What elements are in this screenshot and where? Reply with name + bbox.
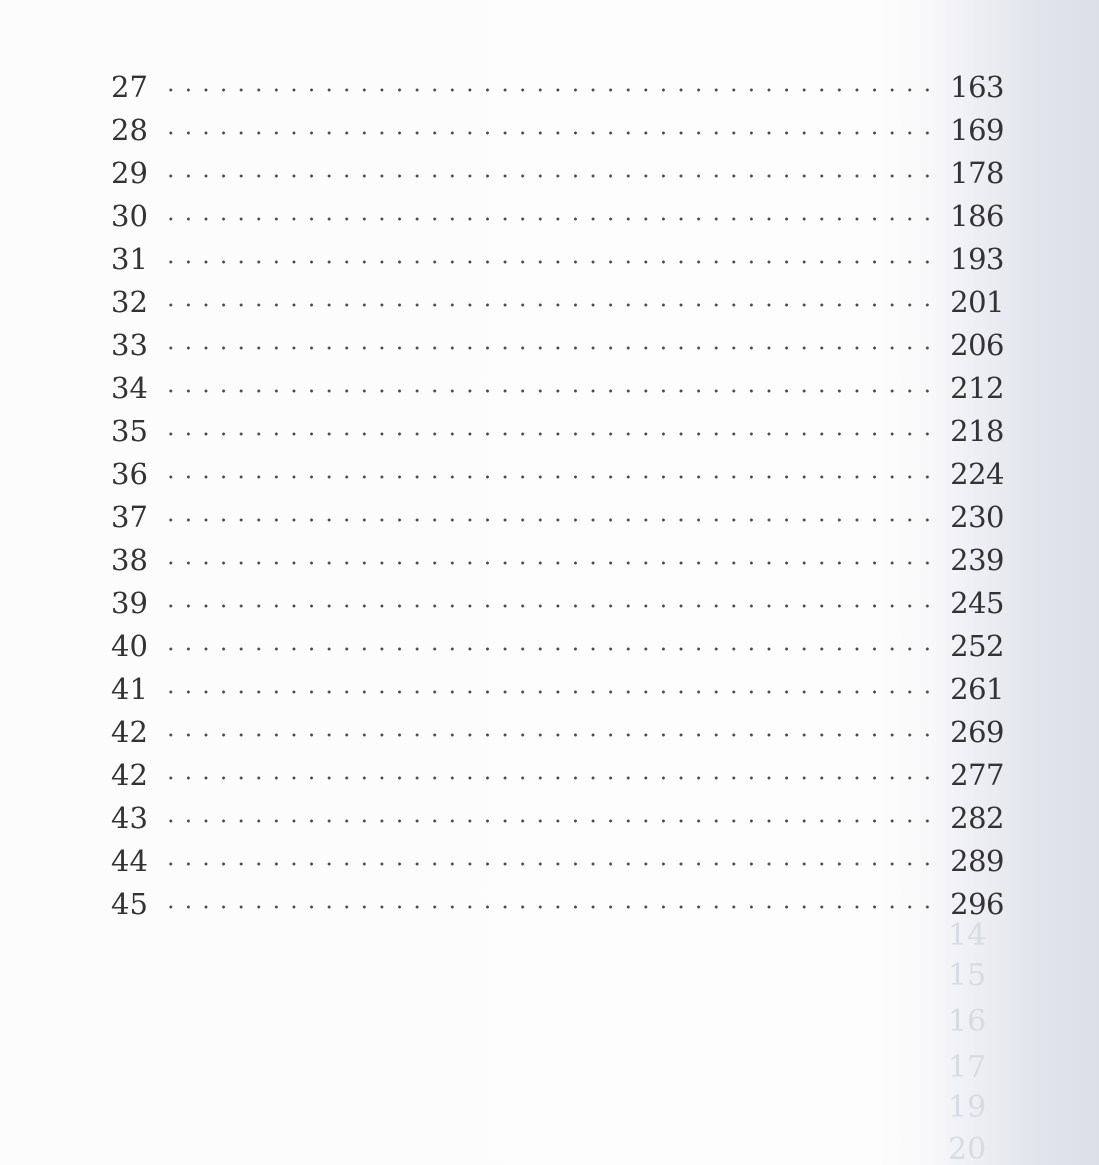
toc-entry [111, 398, 1004, 448]
dot-leader [159, 871, 942, 914]
toc-entry [111, 570, 1004, 620]
dot-leader [159, 140, 942, 183]
dot-leader [159, 312, 942, 355]
chapter-number: 27 [111, 70, 148, 104]
page-number: 277 [950, 758, 1004, 792]
chapter-number: 42 [111, 758, 148, 792]
page-number: 239 [950, 543, 1004, 577]
toc-entry [111, 312, 1004, 362]
chapter-number: 35 [111, 414, 148, 448]
toc-entry [111, 269, 1004, 319]
dot-leader [159, 699, 942, 742]
dot-leader [159, 742, 942, 785]
dot-leader [159, 570, 942, 613]
toc-entry [111, 871, 1004, 921]
chapter-number: 29 [111, 156, 148, 190]
dot-leader [159, 484, 942, 527]
chapter-number: 43 [111, 801, 148, 835]
page-number: 212 [950, 371, 1004, 405]
dot-leader [159, 613, 942, 656]
toc-entry [111, 613, 1004, 663]
page-number: 230 [950, 500, 1004, 534]
chapter-number: 33 [111, 328, 148, 362]
bleed-through-number: 19 [948, 1090, 987, 1125]
dot-leader [159, 97, 942, 140]
dot-leader [159, 355, 942, 398]
toc-entry [111, 699, 1004, 749]
chapter-number: 39 [111, 586, 148, 620]
dot-leader [159, 441, 942, 484]
toc-entry [111, 183, 1004, 233]
page-number: 186 [950, 199, 1004, 233]
chapter-number: 32 [111, 285, 148, 319]
page-number: 218 [950, 414, 1004, 448]
page-number: 296 [950, 887, 1004, 921]
toc-entry [111, 441, 1004, 491]
toc-entry [111, 484, 1004, 534]
dot-leader [159, 398, 942, 441]
toc-entry [111, 742, 1004, 792]
dot-leader [159, 527, 942, 570]
toc-entry [111, 226, 1004, 276]
chapter-number: 41 [111, 672, 148, 706]
toc-entry [111, 527, 1004, 577]
page-number: 163 [950, 70, 1004, 104]
page-number: 245 [950, 586, 1004, 620]
chapter-number: 45 [111, 887, 148, 921]
dot-leader [159, 269, 942, 312]
dot-leader [159, 656, 942, 699]
page-number: 193 [950, 242, 1004, 276]
dot-leader [159, 785, 942, 828]
page-number: 224 [950, 457, 1004, 491]
dot-leader [159, 828, 942, 871]
page-number: 178 [950, 156, 1004, 190]
page-number: 252 [950, 629, 1004, 663]
chapter-number: 30 [111, 199, 148, 233]
page-number: 289 [950, 844, 1004, 878]
dot-leader [159, 226, 942, 269]
chapter-number: 44 [111, 844, 148, 878]
chapter-number: 28 [111, 113, 148, 147]
bleed-through-number: 14 [948, 918, 987, 953]
table-of-contents [111, 54, 1004, 921]
toc-entry [111, 828, 1004, 878]
toc-entry [111, 355, 1004, 405]
page-number: 206 [950, 328, 1004, 362]
page-number: 269 [950, 715, 1004, 749]
chapter-number: 37 [111, 500, 148, 534]
chapter-number: 34 [111, 371, 148, 405]
page-number: 261 [950, 672, 1004, 706]
page-number: 282 [950, 801, 1004, 835]
chapter-number: 36 [111, 457, 148, 491]
page-number: 201 [950, 285, 1004, 319]
chapter-number: 42 [111, 715, 148, 749]
dot-leader [159, 183, 942, 226]
toc-entry [111, 97, 1004, 147]
toc-entry [111, 54, 1004, 104]
toc-entry [111, 785, 1004, 835]
chapter-number: 40 [111, 629, 148, 663]
toc-entry [111, 656, 1004, 706]
page-number: 169 [950, 113, 1004, 147]
bleed-through-number: 17 [948, 1050, 987, 1085]
chapter-number: 31 [111, 242, 148, 276]
dot-leader [159, 54, 942, 97]
chapter-number: 38 [111, 543, 148, 577]
toc-entry [111, 140, 1004, 190]
bleed-through-number: 20 [948, 1132, 987, 1165]
bleed-through-number: 16 [948, 1004, 987, 1039]
bleed-through-number: 15 [948, 958, 987, 993]
